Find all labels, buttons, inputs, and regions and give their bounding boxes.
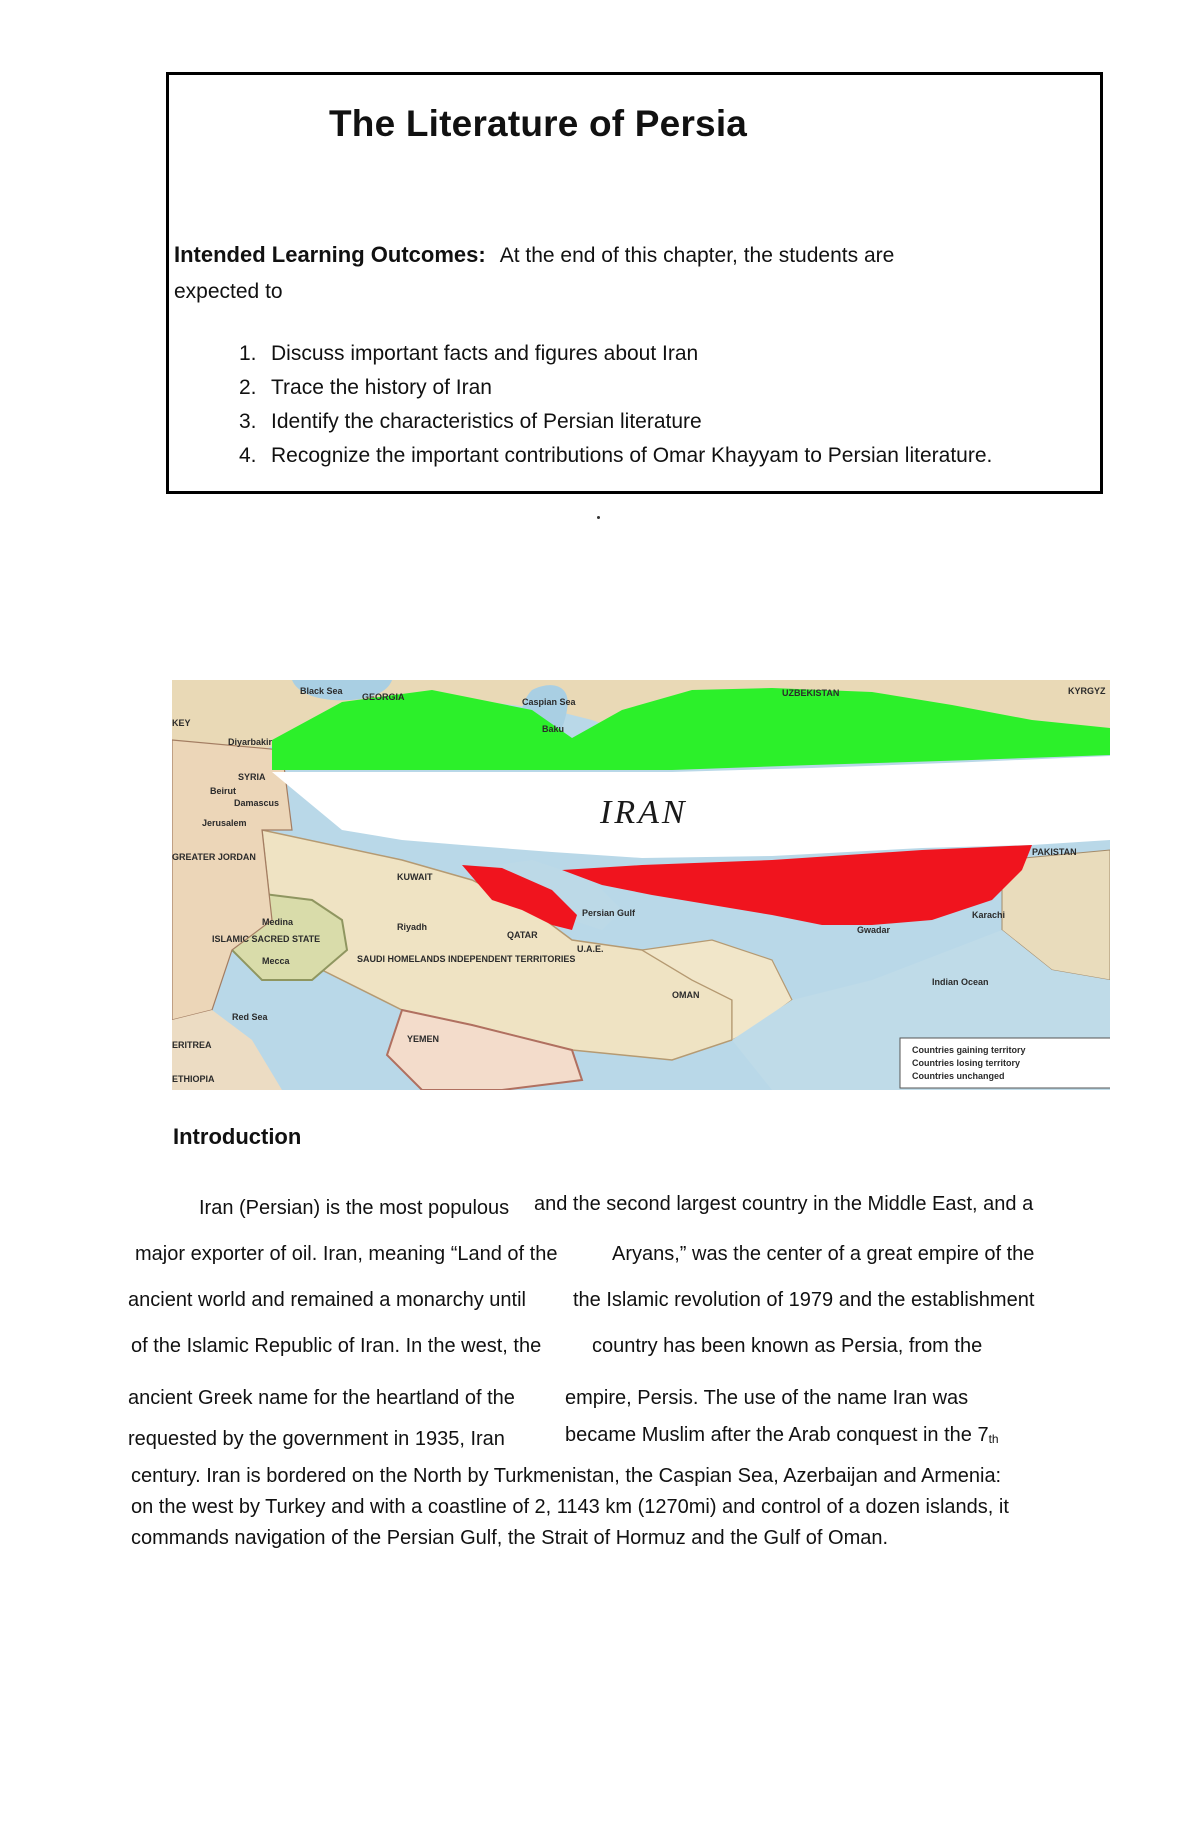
flag-white-band bbox=[272, 756, 1110, 858]
map-svg bbox=[172, 680, 1110, 1090]
intro-line: century. Iran is bordered on the North by Turkmenistan, the Caspian Sea, Azerbaijan and Armenia: bbox=[131, 1465, 1002, 1487]
introduction-heading: Introduction bbox=[173, 1124, 302, 1149]
map-label-caspian: Caspian Sea bbox=[522, 697, 576, 707]
map-label-pakistan: PAKISTAN bbox=[1032, 847, 1077, 857]
map-label-georgia: GEORGIA bbox=[362, 692, 405, 702]
intro-line: the Islamic revolution of 1979 and the establishment bbox=[573, 1289, 1035, 1311]
outcome-number: 1. bbox=[239, 342, 257, 365]
legend-losing: Countries losing territory bbox=[912, 1058, 1021, 1068]
ilo-statement bbox=[174, 237, 1084, 310]
intro-line: requested by the government in 1935, Iran bbox=[128, 1428, 505, 1450]
map-label-islamic-state: ISLAMIC SACRED STATE bbox=[212, 934, 321, 944]
legend-unchanged: Countries unchanged bbox=[912, 1071, 1005, 1081]
intro-line: commands navigation of the Persian Gulf, the Strait of Hormuz and the Gulf of Oman. bbox=[131, 1527, 889, 1549]
intro-line: Aryans,” was the center of a great empire of the bbox=[612, 1243, 1035, 1265]
map-label-key: KEY bbox=[172, 718, 191, 728]
map-label-mecca: Mecca bbox=[262, 956, 290, 966]
outcome-item bbox=[239, 371, 992, 405]
outcome-item bbox=[239, 439, 992, 473]
intro-line bbox=[565, 1424, 999, 1447]
map-label-diyarbakir: Diyarbakir bbox=[228, 737, 273, 747]
map-label-yemen: YEMEN bbox=[407, 1034, 440, 1044]
intro-line: empire, Persis. The use of the name Iran was bbox=[565, 1387, 969, 1409]
map-label-uae: U.A.E. bbox=[577, 944, 604, 954]
ordinal-suffix: th bbox=[988, 1432, 999, 1446]
outcome-item bbox=[239, 405, 992, 439]
outcome-text: Identify the characteristics of Persian literature bbox=[271, 410, 702, 433]
outcome-text: Recognize the important contributions of Omar Khayyam to Persian literature. bbox=[271, 444, 993, 467]
map-label-syria: SYRIA bbox=[238, 772, 266, 782]
map-label-ethiopia: ETHIOPIA bbox=[172, 1074, 215, 1084]
intro-line: major exporter of oil. Iran, meaning “Land of the bbox=[135, 1243, 558, 1265]
outcome-text: Trace the history of Iran bbox=[271, 376, 492, 399]
map-label-greater-jordan: GREATER JORDAN bbox=[172, 852, 256, 862]
intro-line: of the Islamic Republic of Iran. In the west, the bbox=[131, 1335, 542, 1357]
iran-map-image bbox=[172, 680, 1110, 1090]
map-label-baku: Baku bbox=[542, 724, 565, 734]
map-label-jerusalem: Jerusalem bbox=[202, 818, 247, 828]
map-label-kuwait: KUWAIT bbox=[397, 872, 433, 882]
intro-line: ancient Greek name for the heartland of the bbox=[128, 1387, 515, 1409]
map-label-kyrgyz: KYRGYZ bbox=[1068, 686, 1106, 696]
legend-gaining: Countries gaining territory bbox=[912, 1045, 1026, 1055]
map-label-damascus: Damascus bbox=[234, 798, 280, 808]
intro-line-text: became Muslim after the Arab conquest in the 7 bbox=[565, 1424, 989, 1446]
map-label-uzbekistan: UZBEKISTAN bbox=[782, 688, 840, 698]
map-label-riyadh: Riyadh bbox=[397, 922, 428, 932]
stray-dot bbox=[597, 516, 600, 519]
map-label-indian-ocean: Indian Ocean bbox=[932, 977, 989, 987]
intro-line: and the second largest country in the Middle East, and a bbox=[534, 1193, 1034, 1215]
map-label-persian-gulf: Persian Gulf bbox=[582, 908, 636, 918]
map-label-karachi: Karachi bbox=[972, 910, 1006, 920]
outcome-text: Discuss important facts and figures about Iran bbox=[271, 342, 699, 365]
map-label-saudi: SAUDI HOMELANDS INDEPENDENT TERRITORIES bbox=[357, 954, 576, 964]
intro-line: on the west by Turkey and with a coastline of 2, 1143 km (1270mi) and control of a dozen islands, it bbox=[131, 1496, 1009, 1518]
outcome-number: 3. bbox=[239, 410, 257, 433]
map-label-oman: OMAN bbox=[672, 990, 700, 1000]
map-label-qatar: QATAR bbox=[507, 930, 538, 940]
map-label-beirut: Beirut bbox=[210, 786, 237, 796]
page-title: The Literature of Persia bbox=[329, 103, 748, 144]
map-label-gwadar: Gwadar bbox=[857, 925, 891, 935]
map-label-red-sea: Red Sea bbox=[232, 1012, 268, 1022]
outcomes-list bbox=[239, 337, 992, 473]
learning-outcomes-box bbox=[166, 72, 1103, 494]
outcome-item bbox=[239, 337, 992, 371]
ilo-text-continued: expected to bbox=[174, 280, 283, 303]
outcome-number: 2. bbox=[239, 376, 257, 399]
outcome-number: 4. bbox=[239, 444, 257, 467]
map-title-iran: IRAN bbox=[600, 794, 688, 831]
map-label-eritrea: ERITREA bbox=[172, 1040, 212, 1050]
intro-line: Iran (Persian) is the most populous bbox=[199, 1197, 510, 1219]
intro-line: country has been known as Persia, from the bbox=[592, 1335, 983, 1357]
map-label-black-sea: Black Sea bbox=[300, 686, 343, 696]
ilo-label: Intended Learning Outcomes: bbox=[174, 242, 486, 267]
intro-line: ancient world and remained a monarchy until bbox=[128, 1289, 526, 1311]
ilo-text: At the end of this chapter, the students are bbox=[499, 244, 895, 267]
map-label-medina: Medina bbox=[262, 917, 294, 927]
